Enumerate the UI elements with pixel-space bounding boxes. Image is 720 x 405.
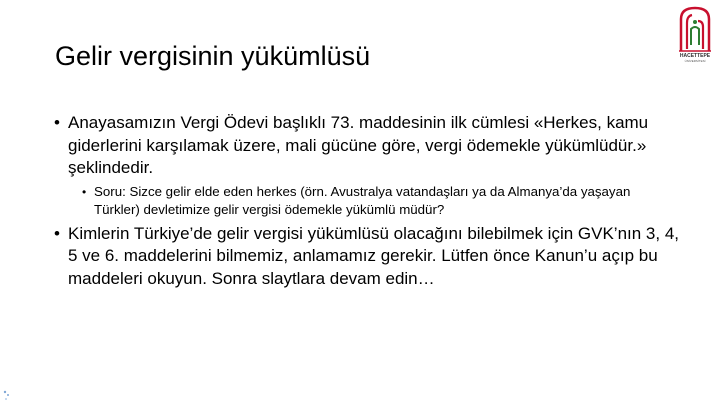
bullet-text: Kimlerin Türkiye’de gelir vergisi yükümlüsü olacağını bilebilmek için GVK’nın 3, 4, 5 ve 6. maddelerini bilmemiz, anlamamız gerekir. Lütfen önce Kanun’u açıp bu maddeleri okuyun. Sonra slaytlara devam edin… bbox=[68, 223, 680, 288]
hacettepe-logo-icon bbox=[673, 5, 717, 53]
bullet-item bbox=[54, 223, 684, 291]
logo-subtitle: ÜNİVERSİTESİ bbox=[684, 59, 706, 63]
sub-bullet-icon: • bbox=[82, 184, 87, 199]
slide-content bbox=[54, 112, 684, 294]
university-logo bbox=[673, 5, 717, 69]
logo-name: HACETTEPE bbox=[679, 53, 711, 59]
bullet-icon: • bbox=[54, 113, 60, 132]
bullet-text: Anayasamızın Vergi Ödevi başlıklı 73. maddesinin ilk cümlesi «Herkes, kamu giderlerini karşılamak üzere, mali gücüne göre, vergi ödemekle yükümlüdür.» şeklindedir. bbox=[68, 113, 649, 177]
bullet-list bbox=[54, 112, 684, 290]
sub-bullet-text: Soru: Sizce gelir elde eden herkes (örn. Avustralya vatandaşları ya da Almanya’da yaşayan Türkler) devletimize gelir vergisi ödemekle yükümlü müdür? bbox=[94, 183, 631, 217]
sub-bullet-item bbox=[82, 183, 654, 219]
bullet-icon: • bbox=[54, 223, 60, 243]
sub-bullet-list bbox=[68, 183, 684, 219]
corner-decoration-icon bbox=[2, 388, 12, 402]
slide-title: Gelir vergisinin yükümlüsü bbox=[55, 41, 371, 71]
bullet-item bbox=[54, 112, 684, 219]
